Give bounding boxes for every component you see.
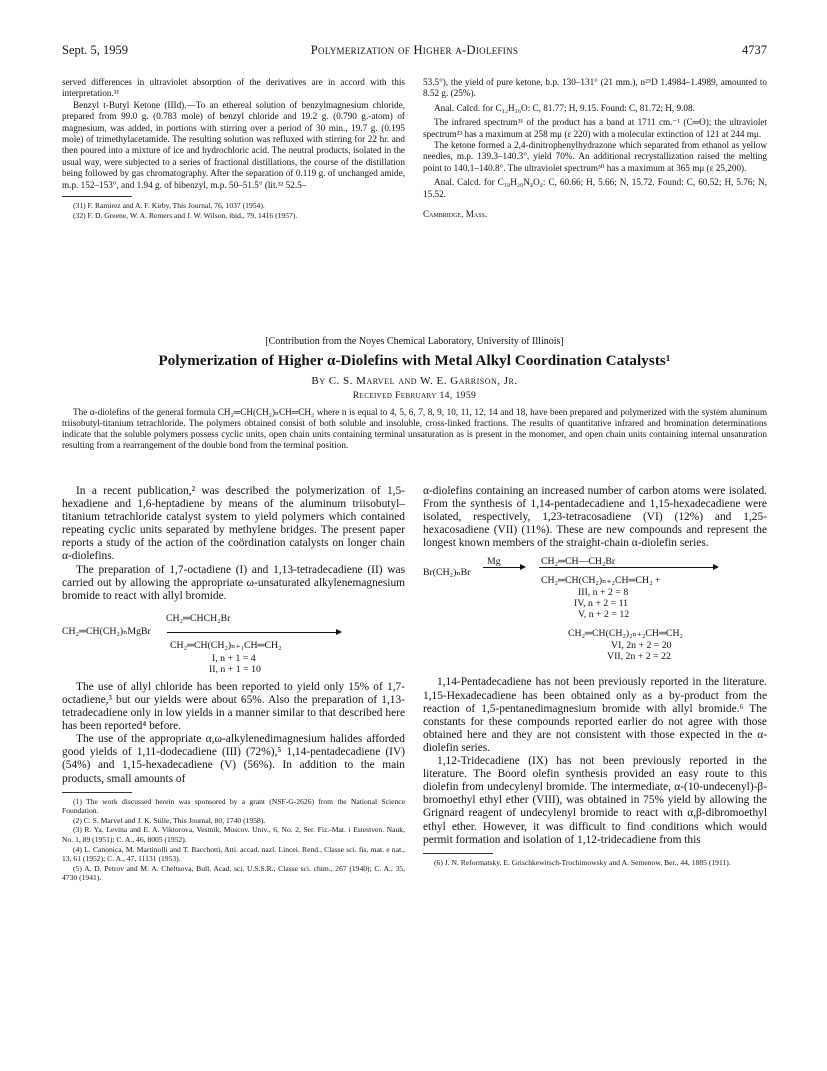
footnote: (3) R. Ya. Levina and E. A. Viktorova, Vestnik, Moscov. Univ., 6, No. 2, Ser. Fiz.-Mat. i Estestven. Nauk, No. 1, 89 (1951); C. A., 46, 8005 (1952). <box>62 825 405 844</box>
paragraph: served differences in ultraviolet absorption of the derivatives are in accord with this interpretation.³¹ <box>62 77 405 99</box>
contribution-line: [Contribution from the Noyes Chemical Laboratory, University of Illinois] <box>265 336 564 347</box>
body-text <box>423 676 767 846</box>
analysis-paragraph: Anal. Calcd. for C₁₂H₁₆O: C, 81.77; H, 9.15. Found: C, 81.72; H, 9.08. <box>434 102 695 113</box>
footnote: (31) F. Ramirez and A. F. Kirby, This Journal, 76, 1037 (1954). <box>73 201 265 211</box>
reaction-scheme-1 <box>62 613 405 681</box>
arrow-head-icon <box>520 564 526 570</box>
paragraph: In a recent publication,² was described the polymerization of 1,5-hexadiene and 1,6-heptadiene by means of the aluminum triisobutyl–titanium tetrachloride catalyst system to yield polymers which contained repeating cyclic units separated by methylene bridges. The present paper reports a study of the action of the coördination catalysts on longer chain α-diolefins. <box>62 485 405 563</box>
footnote: (2) C. S. Marvel and J. K. Stille, This Journal, 80, 1740 (1958). <box>73 815 266 825</box>
body-text <box>423 485 767 550</box>
running-header <box>62 43 767 61</box>
footnote: (32) F. D. Greene, W. A. Remers and J. W. Wilson, ibid., 79, 1416 (1957). <box>73 210 298 220</box>
reagent-label: CH₂═CH—CH₂Br <box>541 556 616 568</box>
byproduct-formula: CH₂═CH(CH₂)₂ₙ₊₂CH═CH₂ <box>568 628 683 640</box>
product-label: III, n + 2 = 8 <box>578 587 629 599</box>
reagent-label: CH₂═CHCH₂Br <box>166 612 231 624</box>
paragraph: 53.5°), the yield of pure ketone, b.p. 130–131° (21 mm.), n²⁵D 1.4984–1.4989, amounted to 8.52 g. (25%). <box>423 77 767 99</box>
reactant-formula: CH₂═CH(CH₂)ₙMgBr <box>62 625 151 637</box>
reaction-arrow <box>483 567 521 568</box>
footnote-divider <box>62 792 132 793</box>
running-title: Polymerization of Higher α-Diolefins <box>310 43 519 57</box>
article-title: Polymerization of Higher α-Diolefins with Metal Alkyl Coordination Catalysts¹ <box>158 353 671 369</box>
paragraph: The preparation of 1,7-octadiene (I) and 1,13-tetradecadiene (II) was carried out by allowing the appropriate ω-unsaturated alkylenemagnesium bromide to react with allyl bromide. <box>62 563 405 602</box>
abstract-text: The α-diolefins of the general formula CH₂═CH(CH₂)ₙCH═CH₂ where n is equal to 4, 5, 6, 7, 8, 9, 10, 11, 12, 14 and 18, have been prepared and polymerized with the system aluminum triisobutyl-titanium tetrachloride. The polymers obtained consist of both soluble and insoluble, cross-linked fractions. The results of quantitative infrared and bromination determinations indicate that the soluble polymers possess cyclic units, open chain units containing terminal unsaturation as is present in the monomer, and open chain units containing internal unsaturation resulting from a rearrangement of the double bond from the terminal position. <box>62 407 767 450</box>
product-label: VII, 2n + 2 = 22 <box>607 651 671 663</box>
reaction-arrow <box>539 567 714 568</box>
body-right-column <box>423 485 767 867</box>
analysis-paragraph: Anal. Calcd. for C₁₈H₂₀N₄O₄: C, 60.66; H, 5.66; N, 15.72. Found: C, 60.52; H, 5.76; N, 15.52. <box>423 177 767 199</box>
arrow-head-icon <box>336 629 342 635</box>
footnotes <box>62 201 405 220</box>
reactant-formula: Br(CH₂)ₙBr <box>423 567 471 579</box>
product-label: V, n + 2 = 12 <box>578 609 630 621</box>
footnote: (6) J. N. Reformatsky, E. Grischkewitsch-Trochimowsky and A. Semenow, Ber., 44, 1885 (1911). <box>434 857 731 867</box>
product-formula: CH₂═CH(CH₂)ₙ₊₁CH═CH₂ <box>170 639 282 651</box>
reaction-scheme-2 <box>423 556 767 676</box>
footnote-divider <box>423 853 493 854</box>
paragraph: 1,14-Pentadecadiene has not been previously reported in the literature. 1,15-Hexadecadiene has been obtained only as a by-product from the reaction of 1,5-pentanedimagnesium bromide with allyl bromide.⁶ The constants for these compounds reported earlier do not agree with those obtained here and they are not consistent with those expected in the α-diolefin series. <box>423 676 767 754</box>
location: Cambridge, Mass. <box>423 209 488 220</box>
footnotes <box>62 797 405 883</box>
product-label: IV, n + 2 = 11 <box>574 598 629 610</box>
paragraph: Benzyl t-Butyl Ketone (IIId).—To an ethereal solution of benzylmagnesium chloride, prepared from 99.0 g. (0.783 mole) of benzyl chloride and 19.2 g. (0.790 g.-atom) of magnesium, was added, in portions with stirring over a period of 30 min., 19.7 g. (0.195 mole) of trimethylacetamide. The resulting solution was refluxed with stirring for 22 hr. and then poured into a mixture of ice and hydrochloric acid. The neutral products, isolated in the usual way, were subjected to a series of fractional distillations, the course of the distillation being followed by gas chromatography. After the separation of 0.119 g. of unchanged amide, m.p. 152–153°, and 1.94 g. of bibenzyl, m.p. 50–51.5° (lit.³² 52.5– <box>62 99 405 190</box>
reagent-label: Mg <box>487 556 501 568</box>
body-left-column <box>62 485 405 883</box>
product-label: VI, 2n + 2 = 20 <box>611 640 672 652</box>
product-label: I, n + 1 = 4 <box>212 652 256 664</box>
footnotes <box>423 858 767 868</box>
paragraph: α-diolefins containing an increased number of carbon atoms were isolated. From the synthesis of 1,14-pentadecadiene and 1,15-hexadecadiene were isolated, respectively, 1,23-tetracosadiene (VI) (12%) and 1,25-hexacosadiene (VII) (11%). These are new compounds and represent the longest known members of the straight-chain α-diolefin series. <box>423 485 767 550</box>
received-date: Received February 14, 1959 <box>352 390 477 401</box>
paragraph: The use of allyl chloride has been reported to yield only 15% of 1,7-octadiene,³ but our yields were about 65%. Also the preparation of 1,13-tetradecadiene only in low yields in a manner similar to that described here has been reported⁴ before. <box>62 680 405 733</box>
reaction-arrow <box>167 632 337 633</box>
article-authors: By C. S. Marvel and W. E. Garrison, Jr. <box>311 375 518 387</box>
paragraph: The use of the appropriate α,ω-alkylenedimagnesium halides afforded good yields of 1,11-dodecadiene (III) (72%),⁵ 1,14-pentadecadiene (IV) (54%) and 1,15-hexadecadiene (V) (56%). In addition to the main products, small amounts of <box>62 733 405 785</box>
product-label: II, n + 1 = 10 <box>209 663 261 675</box>
previous-article-left-column <box>62 77 405 220</box>
previous-article-right-column <box>423 77 767 220</box>
product-formula: CH₂═CH(CH₂)ₙ₊₂CH═CH₂ + <box>541 575 661 587</box>
paragraph: 1,12-Tridecadiene (IX) has not been previously reported in the literature. The Boord olefin synthesis provided an easy route to this diolefin from undecylenyl bromide. The intermediate, α-(10-undecenyl)-β-bromoethyl ethyl ether (VIII), was obtained in 75% yield by allowing the Grignard reagent of undecylenyl bromide to react with α,β-dibromoethyl ethyl ether. However, it was difficult to find conditions which would permit formation and isolation of 1,12-tridecadiene from this <box>423 755 767 846</box>
paragraph: The infrared spectrum³¹ of the product has a band at 1711 cm.⁻¹ (C═O); the ultraviolet spectrum²³ has a maximum at 258 mμ (ε 220) with a molecular extinction of 121 at 244 mμ. <box>423 117 767 139</box>
paragraph: The ketone formed a 2,4-dinitrophenylhydrazone which separated from ethanol as yellow needles, m.p. 139.3–140.3°, yield 70%. An additional recrystallization raised the melting point to 140.1–140.8°. The ultraviolet spectrum³⁰ has a maximum at 365 mμ (ε 25,200). <box>423 140 767 173</box>
footnote: (4) L. Canonica, M. Martinolli and T. Bacchotti, Atti. accad. nazl. Lincei. Rend., Classe sci. fis, mat. e nat., 13, 61 (1952); C. A., 47, 11131 (1953). <box>62 844 405 864</box>
footnote: (5) A. D. Petrov and M. A. Cheltsova, Bull. Acad. sci. U.S.S.R., Classe sci. chim., 267 (1940); C. A., 35, 4730 (1941). <box>62 863 405 883</box>
abstract <box>62 407 767 451</box>
body-text <box>62 681 405 786</box>
footnote: (1) The work discussed herein was sponsored by a grant (NSF-G-2626) from the National Science Foundation. <box>62 796 405 816</box>
footnote-divider <box>62 196 132 197</box>
body-text <box>62 485 405 603</box>
issue-date: Sept. 5, 1959 <box>62 43 128 57</box>
arrow-head-icon <box>713 564 719 570</box>
page-number: 4737 <box>742 43 767 57</box>
